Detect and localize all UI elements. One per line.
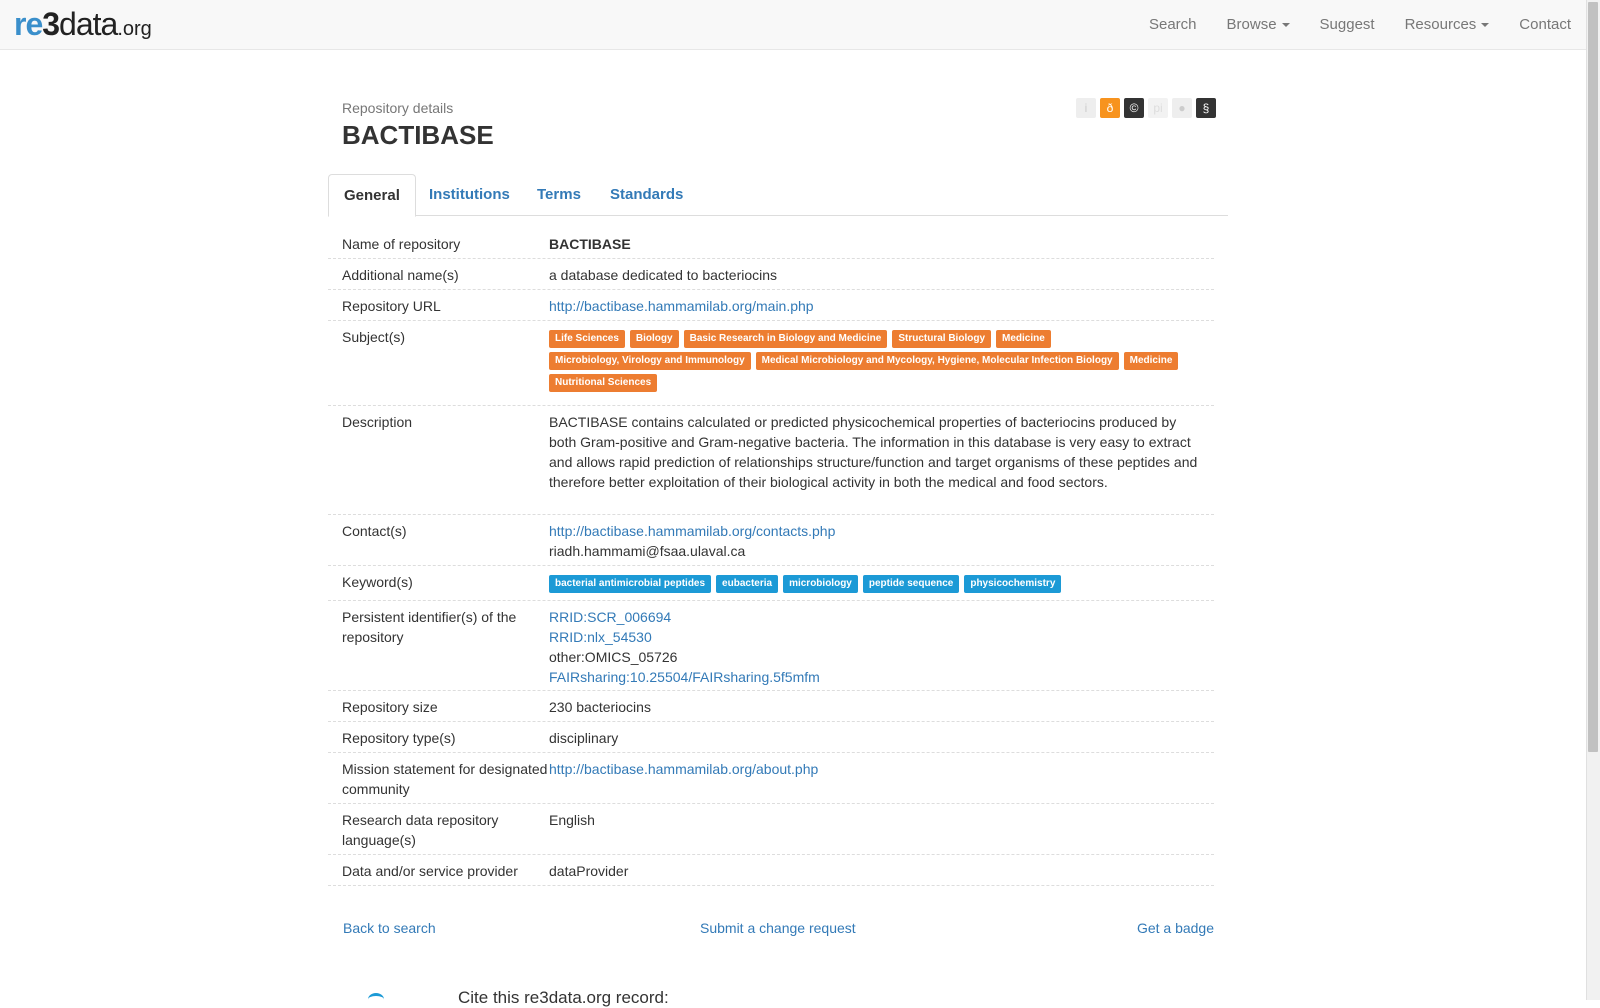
nav-search-label: Search bbox=[1148, 16, 1197, 33]
nav-browse-label: Browse bbox=[1226, 16, 1277, 33]
certificate-icon[interactable]: ● bbox=[1172, 98, 1192, 118]
subject-tag[interactable]: Nutritional Sciences bbox=[549, 374, 657, 392]
nav-resources[interactable] bbox=[1390, 0, 1505, 50]
pid-link[interactable]: RRID:SCR_006694 bbox=[549, 609, 672, 625]
tab-standards[interactable]: Standards bbox=[610, 186, 684, 203]
row-label: Description bbox=[342, 414, 413, 430]
repository-language: English bbox=[549, 812, 595, 828]
repository-badges bbox=[1076, 98, 1216, 118]
logo-3: 3 bbox=[42, 6, 60, 42]
cite-heading: Cite this re3data.org record: bbox=[458, 988, 669, 1007]
row-value bbox=[549, 572, 1214, 594]
logo-org: .org bbox=[117, 18, 152, 40]
main-nav bbox=[1134, 0, 1586, 50]
contact-email: riadh.hammami@fsaa.ulaval.ca bbox=[549, 543, 746, 559]
subject-tag[interactable]: Structural Biology bbox=[892, 330, 991, 348]
contact-url-link[interactable]: http://bactibase.hammamilab.org/contacts.php bbox=[549, 523, 836, 539]
tab-terms[interactable]: Terms bbox=[537, 186, 581, 203]
chevron-down-icon bbox=[1481, 23, 1489, 27]
subject-tag[interactable]: Medical Microbiology and Mycology, Hygiene, Molecular Infection Biology bbox=[756, 352, 1119, 370]
page-scrollbar[interactable] bbox=[1586, 0, 1600, 1000]
info-icon[interactable]: i bbox=[1076, 98, 1096, 118]
open-access-icon[interactable]: ð bbox=[1100, 98, 1120, 118]
back-to-search-link[interactable]: Back to search bbox=[343, 920, 436, 936]
row-provider-type bbox=[328, 855, 1214, 886]
row-mission-statement bbox=[328, 753, 1214, 804]
scrollbar-thumb[interactable] bbox=[1588, 2, 1598, 752]
keyword-tag[interactable]: physicochemistry bbox=[964, 575, 1061, 593]
repository-size: 230 bacteriocins bbox=[549, 699, 651, 715]
repository-type: disciplinary bbox=[549, 730, 619, 746]
pid-text: other:OMICS_05726 bbox=[549, 649, 678, 665]
row-additional-names bbox=[328, 259, 1214, 290]
submit-change-request-link[interactable]: Submit a change request bbox=[700, 920, 856, 936]
row-value bbox=[549, 327, 1214, 399]
subject-tag[interactable]: Biology bbox=[630, 330, 679, 348]
row-contacts bbox=[328, 515, 1214, 566]
tab-bar bbox=[328, 174, 1228, 216]
row-value bbox=[549, 296, 1214, 314]
row-persistent-identifiers bbox=[328, 601, 1214, 691]
row-name bbox=[328, 228, 1214, 259]
nav-suggest-label: Suggest bbox=[1319, 16, 1375, 33]
row-value bbox=[549, 607, 1214, 684]
logo-re: re bbox=[14, 6, 43, 42]
nav-suggest[interactable] bbox=[1305, 0, 1390, 50]
nav-browse[interactable] bbox=[1212, 0, 1305, 50]
subject-tag[interactable]: Basic Research in Biology and Medicine bbox=[684, 330, 888, 348]
tab-general[interactable]: General bbox=[328, 174, 416, 217]
copyright-icon[interactable]: © bbox=[1124, 98, 1144, 118]
navbar bbox=[0, 0, 1586, 50]
row-label: Name of repository bbox=[342, 236, 461, 252]
re3data-logo[interactable] bbox=[14, 6, 152, 47]
row-value bbox=[549, 234, 1214, 252]
keyword-tag[interactable]: eubacteria bbox=[716, 575, 778, 593]
row-label: Data and/or service provider bbox=[342, 863, 518, 879]
row-label: Keyword(s) bbox=[342, 574, 413, 590]
row-description bbox=[328, 406, 1214, 515]
row-subjects bbox=[328, 321, 1214, 406]
row-label: Additional name(s) bbox=[342, 267, 459, 283]
row-label: Contact(s) bbox=[342, 523, 407, 539]
subject-tag[interactable]: Medicine bbox=[996, 330, 1051, 348]
pid-icon[interactable]: pi bbox=[1148, 98, 1168, 118]
logo-data: data bbox=[59, 6, 118, 42]
subject-tags bbox=[549, 327, 1204, 392]
row-label: Subject(s) bbox=[342, 329, 406, 345]
subject-tag[interactable]: Medicine bbox=[1124, 352, 1179, 370]
nav-contact[interactable] bbox=[1504, 0, 1586, 50]
provider-type: dataProvider bbox=[549, 863, 629, 879]
pid-link[interactable]: FAIRsharing:10.25504/FAIRsharing.5f5mfm bbox=[549, 669, 820, 685]
nav-resources-label: Resources bbox=[1404, 16, 1477, 33]
row-keywords bbox=[328, 566, 1214, 601]
nav-search[interactable] bbox=[1134, 0, 1212, 50]
row-repository-type bbox=[328, 722, 1214, 753]
row-repository-size bbox=[328, 691, 1214, 722]
description-text: BACTIBASE contains calculated or predicted physicochemical properties of bacteriocins produced by both Gram-positive and Gram-negative bacteria. The information in this database is very easy to extract and allows rapid prediction of relationships structure/function and target organisms of these peptides and therefore better exploitation of their biological activity in both the medical and food sectors. bbox=[549, 414, 1198, 490]
row-label: Mission statement for designated community bbox=[342, 761, 548, 797]
repository-url-link[interactable]: http://bactibase.hammamilab.org/main.php bbox=[549, 298, 814, 314]
row-language bbox=[328, 804, 1214, 855]
row-label: Research data repository language(s) bbox=[342, 812, 499, 848]
keyword-tag[interactable]: bacterial antimicrobial peptides bbox=[549, 575, 711, 593]
row-value bbox=[549, 759, 1214, 797]
row-label: Repository type(s) bbox=[342, 730, 456, 746]
repository-name: BACTIBASE bbox=[549, 236, 631, 252]
pid-link[interactable]: RRID:nlx_54530 bbox=[549, 629, 652, 645]
keyword-tag[interactable]: microbiology bbox=[783, 575, 858, 593]
tab-institutions[interactable]: Institutions bbox=[429, 186, 510, 203]
chevron-down-icon bbox=[1282, 23, 1290, 27]
page-title: BACTIBASE bbox=[342, 120, 494, 150]
row-label: Repository URL bbox=[342, 298, 441, 314]
keyword-tags bbox=[549, 572, 1204, 593]
policy-icon[interactable]: § bbox=[1196, 98, 1216, 118]
page-subtitle: Repository details bbox=[342, 100, 454, 116]
subject-tag[interactable]: Life Sciences bbox=[549, 330, 625, 348]
row-label: Persistent identifier(s) of the repository bbox=[342, 609, 517, 645]
row-repository-url bbox=[328, 290, 1214, 321]
additional-name: a database dedicated to bacteriocins bbox=[549, 267, 778, 283]
nav-contact-label: Contact bbox=[1519, 16, 1571, 33]
mission-statement-link[interactable]: http://bactibase.hammamilab.org/about.php bbox=[549, 761, 819, 777]
row-label: Repository size bbox=[342, 699, 438, 715]
keyword-tag[interactable]: peptide sequence bbox=[863, 575, 959, 593]
subject-tag[interactable]: Microbiology, Virology and Immunology bbox=[549, 352, 751, 370]
get-a-badge-link[interactable]: Get a badge bbox=[1136, 920, 1214, 936]
details-table bbox=[328, 228, 1214, 886]
row-value bbox=[549, 521, 1214, 559]
